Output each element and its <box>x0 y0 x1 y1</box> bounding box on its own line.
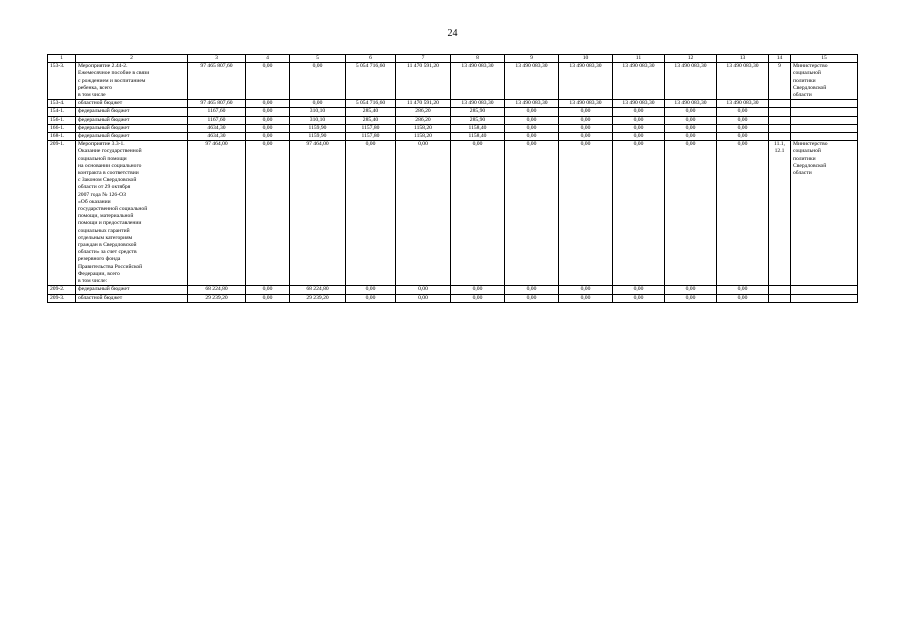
row-responsible-cell: Министерство социальной политики Свердловской области <box>791 63 858 100</box>
row-value-cell: 0,00 <box>246 141 290 286</box>
row-value-cell: 11 470 591,20 <box>396 63 451 100</box>
header-cell: 1 <box>48 55 76 63</box>
row-value-cell: 0,00 <box>505 141 559 286</box>
row-value-cell: 0,00 <box>613 141 665 286</box>
row-value-cell: 0,00 <box>665 141 717 286</box>
row-value-cell: 0,00 <box>346 286 396 294</box>
row-value-cell: 286,20 <box>396 116 451 124</box>
table-header-row <box>48 55 858 63</box>
header-cell: 11 <box>613 55 665 63</box>
row-value-cell: 13 490 083,30 <box>451 63 505 100</box>
row-value-cell: 5 054 716,60 <box>346 100 396 108</box>
header-cell: 2 <box>76 55 188 63</box>
table-row <box>48 63 858 100</box>
row-value-cell: 0,00 <box>246 294 290 302</box>
table-body <box>48 55 858 303</box>
row-value-cell: 1158,20 <box>396 124 451 132</box>
row-value-cell: 13 490 083,30 <box>717 100 769 108</box>
row-value-cell: 0,00 <box>559 108 613 116</box>
row-value-cell: 0,00 <box>613 286 665 294</box>
row-code-cell: 153-3. <box>48 63 76 100</box>
row-value-cell: 0,00 <box>290 100 346 108</box>
row-value-cell: 13 490 083,30 <box>665 100 717 108</box>
row-responsible-cell <box>791 124 858 132</box>
row-name-cell: федеральный бюджет <box>76 133 188 141</box>
row-value-cell: 0,00 <box>505 108 559 116</box>
row-value-cell: 13 490 083,30 <box>505 100 559 108</box>
row-value-cell: 97 464,00 <box>188 141 246 286</box>
row-value-cell: 68 224,80 <box>290 286 346 294</box>
row-value-cell: 1167,60 <box>188 116 246 124</box>
row-value-cell: 0,00 <box>451 141 505 286</box>
row-value-cell: 0,00 <box>451 294 505 302</box>
header-cell: 5 <box>290 55 346 63</box>
budget-table <box>47 54 858 303</box>
row-value-cell: 0,00 <box>246 286 290 294</box>
table-row <box>48 133 858 141</box>
row-value-cell: 11 470 591,20 <box>396 100 451 108</box>
row-value-cell: 0,00 <box>613 116 665 124</box>
row-value-cell: 29 239,20 <box>290 294 346 302</box>
row-value-cell: 310,10 <box>290 116 346 124</box>
row-value-cell: 13 490 083,30 <box>665 63 717 100</box>
row-responsible-cell <box>791 116 858 124</box>
header-cell: 12 <box>665 55 717 63</box>
row-value-cell: 4634,30 <box>188 133 246 141</box>
row-responsible-cell: Министерство социальной политики Свердловской области <box>791 141 858 286</box>
row-value-cell: 0,00 <box>665 286 717 294</box>
row-responsible-cell <box>791 100 858 108</box>
row-value-cell: 0,00 <box>246 100 290 108</box>
row-name-cell: федеральный бюджет <box>76 124 188 132</box>
row-code-cell: 209-1. <box>48 141 76 286</box>
row-target-cell: 11.1, 12.1 <box>769 141 791 286</box>
page-number: 24 <box>447 28 458 39</box>
header-cell: 3 <box>188 55 246 63</box>
row-value-cell: 285,90 <box>451 108 505 116</box>
header-cell: 15 <box>791 55 858 63</box>
row-value-cell: 0,00 <box>613 294 665 302</box>
row-value-cell: 1158,40 <box>451 124 505 132</box>
row-value-cell: 1158,20 <box>396 133 451 141</box>
row-value-cell: 1157,80 <box>346 124 396 132</box>
row-target-cell <box>769 108 791 116</box>
row-value-cell: 0,00 <box>559 124 613 132</box>
row-target-cell <box>769 294 791 302</box>
row-value-cell: 0,00 <box>505 116 559 124</box>
row-value-cell: 13 490 083,30 <box>451 100 505 108</box>
row-value-cell: 13 490 083,30 <box>613 100 665 108</box>
row-value-cell: 97 465 807,60 <box>188 63 246 100</box>
row-value-cell: 0,00 <box>246 116 290 124</box>
row-responsible-cell <box>791 294 858 302</box>
row-responsible-cell <box>791 286 858 294</box>
row-target-cell <box>769 133 791 141</box>
row-value-cell: 285,40 <box>346 116 396 124</box>
row-value-cell: 0,00 <box>717 108 769 116</box>
row-responsible-cell <box>791 133 858 141</box>
row-code-cell: 166-1. <box>48 124 76 132</box>
row-value-cell: 0,00 <box>559 141 613 286</box>
header-cell: 9 <box>505 55 559 63</box>
row-value-cell: 0,00 <box>613 108 665 116</box>
row-value-cell: 0,00 <box>717 141 769 286</box>
row-value-cell: 0,00 <box>717 116 769 124</box>
row-value-cell: 0,00 <box>246 124 290 132</box>
row-value-cell: 0,00 <box>246 63 290 100</box>
table-row <box>48 100 858 108</box>
row-value-cell: 13 490 083,30 <box>505 63 559 100</box>
row-code-cell: 156-1. <box>48 116 76 124</box>
row-name-cell: областной бюджет <box>76 294 188 302</box>
header-cell: 8 <box>451 55 505 63</box>
table-row <box>48 141 858 286</box>
row-value-cell: 0,00 <box>451 286 505 294</box>
row-value-cell: 0,00 <box>665 124 717 132</box>
row-value-cell: 4634,30 <box>188 124 246 132</box>
row-value-cell: 0,00 <box>505 133 559 141</box>
row-code-cell: 209-2. <box>48 286 76 294</box>
row-value-cell: 0,00 <box>346 141 396 286</box>
row-value-cell: 0,00 <box>559 116 613 124</box>
header-cell: 14 <box>769 55 791 63</box>
row-value-cell: 0,00 <box>559 286 613 294</box>
row-value-cell: 97 464,00 <box>290 141 346 286</box>
row-value-cell: 0,00 <box>613 133 665 141</box>
row-value-cell: 0,00 <box>396 141 451 286</box>
row-value-cell: 0,00 <box>717 124 769 132</box>
row-target-cell <box>769 124 791 132</box>
row-value-cell: 0,00 <box>559 294 613 302</box>
row-value-cell: 0,00 <box>665 294 717 302</box>
table-row <box>48 108 858 116</box>
table-row <box>48 286 858 294</box>
row-code-cell: 153-4. <box>48 100 76 108</box>
row-name-cell: федеральный бюджет <box>76 286 188 294</box>
row-value-cell: 29 239,20 <box>188 294 246 302</box>
row-name-cell: Мероприятие 2.44-2. Ежемесячное пособие в связи с рождением и воспитанием ребенка, всего в том числе <box>76 63 188 100</box>
row-value-cell: 0,00 <box>290 63 346 100</box>
row-value-cell: 13 490 083,30 <box>613 63 665 100</box>
row-value-cell: 0,00 <box>717 133 769 141</box>
header-cell: 4 <box>246 55 290 63</box>
row-value-cell: 1159,90 <box>290 124 346 132</box>
row-value-cell: 97 465 807,60 <box>188 100 246 108</box>
header-cell: 10 <box>559 55 613 63</box>
row-target-cell <box>769 116 791 124</box>
table-row <box>48 116 858 124</box>
row-value-cell: 285,90 <box>451 116 505 124</box>
row-value-cell: 0,00 <box>246 108 290 116</box>
table-row <box>48 124 858 132</box>
row-name-cell: Мероприятие 3.3-1. Оказание государственной социальной помощи на основании социального контракта в соответствии с Законом Свердловской области от 29 октября 2007 года № 126-ОЗ «Об оказании государственной социальной помощи, материальной помощи и предоставлении социальных гарантий отдельным категориям граждан в Свердловской области» за счет средств резервного фонда Правительства Российской Федерации, всего в том числе: <box>76 141 188 286</box>
row-value-cell: 0,00 <box>505 286 559 294</box>
row-name-cell: областной бюджет <box>76 100 188 108</box>
row-value-cell: 0,00 <box>665 116 717 124</box>
row-value-cell: 0,00 <box>717 294 769 302</box>
row-value-cell: 13 490 083,30 <box>559 63 613 100</box>
row-value-cell: 1167,60 <box>188 108 246 116</box>
row-target-cell: 9 <box>769 63 791 100</box>
row-code-cell: 168-1. <box>48 133 76 141</box>
row-value-cell: 13 490 083,30 <box>717 63 769 100</box>
row-name-cell: федеральный бюджет <box>76 108 188 116</box>
row-value-cell: 0,00 <box>396 286 451 294</box>
row-value-cell: 0,00 <box>396 294 451 302</box>
row-value-cell: 1157,80 <box>346 133 396 141</box>
row-target-cell <box>769 286 791 294</box>
row-value-cell: 68 224,80 <box>188 286 246 294</box>
row-value-cell: 13 490 083,30 <box>559 100 613 108</box>
row-value-cell: 0,00 <box>613 124 665 132</box>
row-value-cell: 0,00 <box>717 286 769 294</box>
row-value-cell: 5 054 716,60 <box>346 63 396 100</box>
row-responsible-cell <box>791 108 858 116</box>
row-value-cell: 0,00 <box>505 124 559 132</box>
header-cell: 7 <box>396 55 451 63</box>
row-value-cell: 0,00 <box>665 133 717 141</box>
header-cell: 13 <box>717 55 769 63</box>
row-value-cell: 285,40 <box>346 108 396 116</box>
row-code-cell: 154-1. <box>48 108 76 116</box>
row-value-cell: 310,10 <box>290 108 346 116</box>
row-value-cell: 0,00 <box>559 133 613 141</box>
header-cell: 6 <box>346 55 396 63</box>
row-target-cell <box>769 100 791 108</box>
row-value-cell: 0,00 <box>665 108 717 116</box>
row-name-cell: федеральный бюджет <box>76 116 188 124</box>
row-code-cell: 209-3. <box>48 294 76 302</box>
row-value-cell: 1158,40 <box>451 133 505 141</box>
row-value-cell: 1159,90 <box>290 133 346 141</box>
row-value-cell: 0,00 <box>246 133 290 141</box>
row-value-cell: 286,20 <box>396 108 451 116</box>
row-value-cell: 0,00 <box>346 294 396 302</box>
table-row <box>48 294 858 302</box>
row-value-cell: 0,00 <box>505 294 559 302</box>
